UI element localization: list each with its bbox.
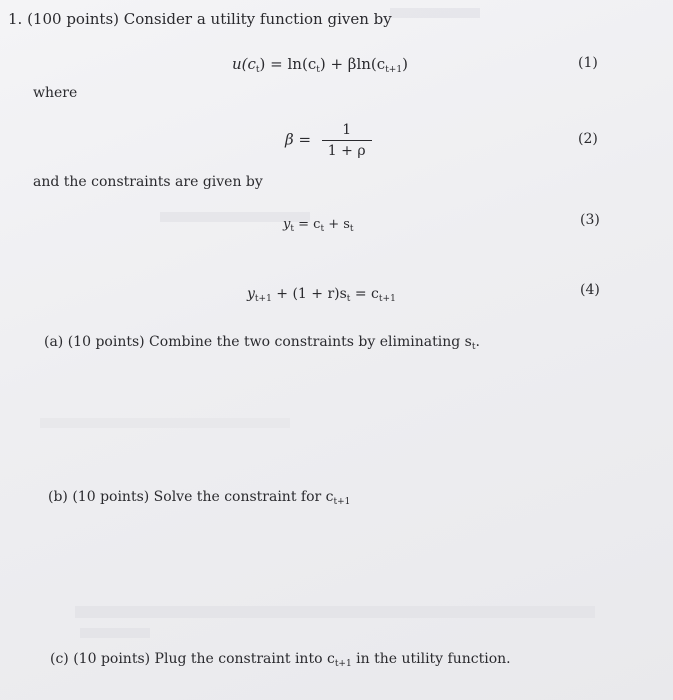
problem-heading: 1. (100 points) Consider a utility function given by — [8, 10, 392, 28]
constraints-label: and the constraints are given by — [33, 174, 263, 190]
part-c-question: (c) (10 points) Plug the constraint into $c_{t+1}$ in the utility function. — [50, 651, 511, 669]
bleed-through-mark — [40, 418, 290, 428]
bleed-through-mark — [80, 628, 150, 638]
equation-number-2: (2) — [578, 131, 598, 147]
equation-beta: β = $\frac{1}{1 + \rho}$ — [285, 122, 372, 159]
where-label: where — [33, 85, 78, 101]
bleed-through-mark — [75, 606, 595, 618]
equation-number-4: (4) — [580, 282, 600, 298]
equation-budget-period-t: $y_t = c_t + s_t$ — [283, 217, 354, 234]
part-a-question: (a) (10 points) Combine the two constraints by eliminating $s_t$. — [44, 334, 480, 352]
equation-number-3: (3) — [580, 212, 600, 228]
bleed-through-mark — [390, 8, 480, 18]
equation-budget-period-t1: $y_{t+1} + (1 + r)s_t = c_{t+1}$ — [247, 286, 396, 304]
beta-fraction: $\frac{1}{1 + \rho}$ — [322, 122, 372, 159]
equation-number-1: (1) — [578, 55, 598, 71]
part-b-question: (b) (10 points) Solve the constraint for $c_{t+1}$ — [48, 489, 351, 507]
equation-utility: $u(c_t) = \ln(c_t) + \beta\ln(c_{t+1})$ — [232, 55, 408, 75]
